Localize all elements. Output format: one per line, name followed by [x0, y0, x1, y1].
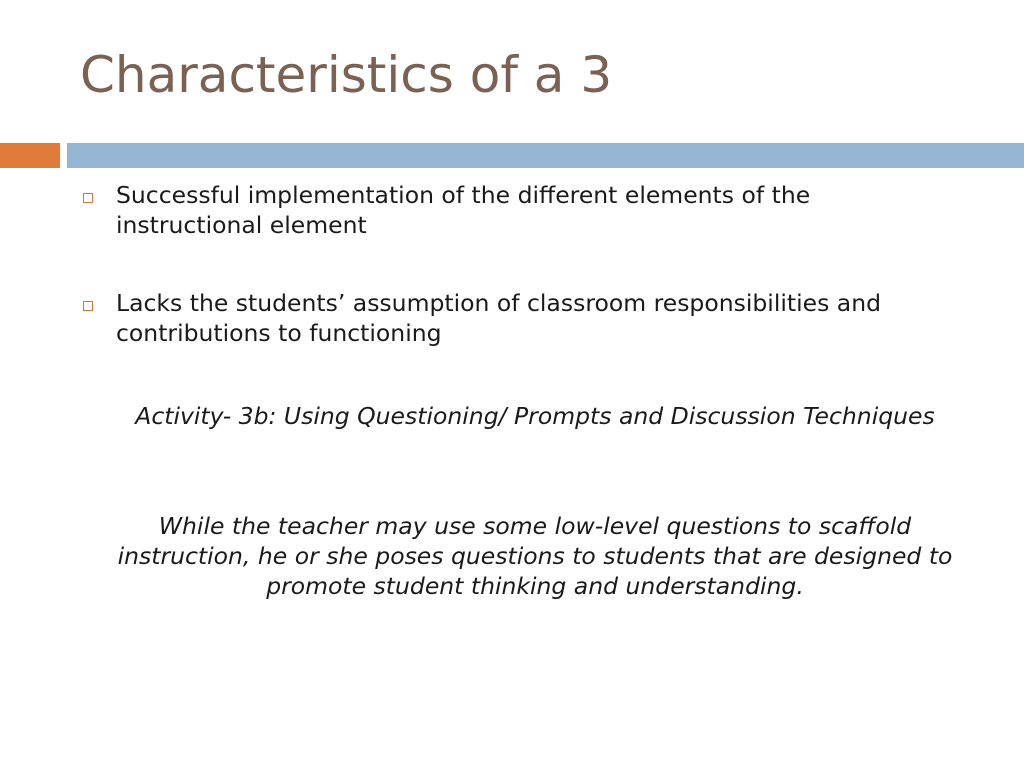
accent-bar-blue — [67, 143, 1024, 168]
accent-bar-orange — [0, 143, 60, 168]
bullet-item — [78, 180, 958, 240]
square-bullet-icon — [83, 301, 93, 311]
activity-heading: Activity- 3b: Using Questioning/ Prompts and Discussion Techniques — [135, 402, 935, 430]
activity-description: While the teacher may use some low-level questions to scaffold instruction, he or she poses questions to students that are designed to promote student thinking and understanding. — [117, 512, 953, 600]
bullet-text: Successful implementation of the different elements of the instructional element — [116, 181, 811, 239]
bullet-item — [78, 288, 958, 348]
square-bullet-icon — [83, 193, 93, 203]
bullet-text: Lacks the students’ assumption of classroom responsibilities and contributions to functioning — [116, 289, 882, 347]
bullet-list — [78, 180, 958, 348]
slide-title: Characteristics of a 3 — [80, 46, 613, 104]
